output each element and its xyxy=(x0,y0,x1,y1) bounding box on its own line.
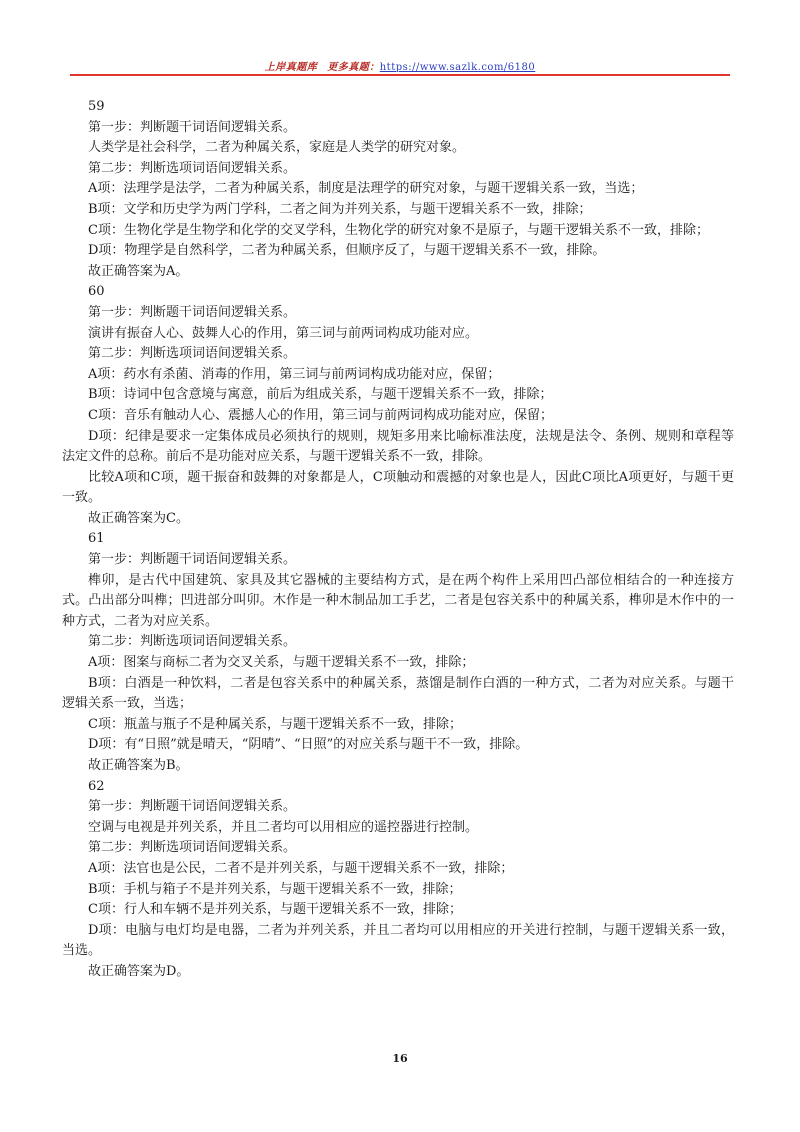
line: B项：诗词中包含意境与寓意，前后为组成关系，与题干逻辑关系不一致，排除； xyxy=(88,387,553,403)
line: A项：图案与商标二者为交叉关系，与题干逻辑关系不一致，排除； xyxy=(88,655,475,671)
line: 人类学是社会科学，二者为种属关系，家庭是人类学的研究对象。 xyxy=(88,140,466,156)
line: C项：音乐有触动人心、震撼人心的作用，第三词与前两词构成功能对应，保留； xyxy=(88,407,553,423)
line: 第一步：判断题干词语间逻辑关系。 xyxy=(88,304,297,320)
line: 60 xyxy=(88,284,105,300)
document-body xyxy=(62,97,734,983)
line: 故正确答案为D。 xyxy=(88,963,190,979)
line: 62 xyxy=(88,778,105,794)
line: 榫卯，是古代中国建筑、家具及其它器械的主要结构方式，是在两个构件上采用凹凸部位相结合的一种连接方式。凸出部分叫榫；凹进部分叫卯。木作是一种木制品加工手艺，二者是包容关系中的种属关系，榫卯是木作中的一种方式，二者为对应关系。 xyxy=(62,572,734,629)
header-rule xyxy=(70,74,730,76)
line: D项：纪律是要求一定集体成员必须执行的规则，规矩多用来比喻标准法度，法规是法令、条例、规则和章程等法定文件的总称。前后不是功能对应关系，与题干逻辑关系不一致，排除。 xyxy=(62,428,734,465)
line: 故正确答案为A。 xyxy=(88,263,189,279)
header-link[interactable]: https://www.sazlk.com/6180 xyxy=(379,62,536,73)
line: 比较A项和C项，题干振奋和鼓舞的对象都是人，C项触动和震撼的对象也是人，因此C项比A项更好，与题干更一致。 xyxy=(62,469,734,506)
line: 空调与电视是并列关系，并且二者均可以用相应的遥控器进行控制。 xyxy=(88,819,479,835)
header-brand: 上岸真题库 xyxy=(264,62,318,73)
line: 第一步：判断题干词语间逻辑关系。 xyxy=(88,799,297,815)
line: 第二步：判断选项词语间逻辑关系。 xyxy=(88,346,297,362)
line: 第二步：判断选项词语间逻辑关系。 xyxy=(88,634,297,650)
line: 59 xyxy=(88,99,105,114)
line: B项：白酒是一种饮料，二者是包容关系中的种属关系，蒸馏是制作白酒的一种方式，二者为对应关系。与题干逻辑关系一致，当选； xyxy=(62,675,734,712)
line: A项：法官也是公民，二者不是并列关系，与题干逻辑关系不一致，排除； xyxy=(88,860,514,876)
line: 第二步：判断选项词语间逻辑关系。 xyxy=(88,840,297,856)
line: C项：生物化学是生物学和化学的交叉学科，生物化学的研究对象不是原子，与题干逻辑关系不一致，排除； xyxy=(88,222,709,238)
line: 第二步：判断选项词语间逻辑关系。 xyxy=(88,160,297,176)
line: 61 xyxy=(88,531,105,547)
page-header xyxy=(0,58,800,73)
line: B项：手机与箱子不是并列关系，与题干逻辑关系不一致，排除； xyxy=(88,881,462,897)
line: A项：药水有杀菌、消毒的作用，第三词与前两词构成功能对应，保留； xyxy=(88,366,501,382)
line: C项：瓶盖与瓶子不是种属关系，与题干逻辑关系不一致，排除； xyxy=(88,716,462,732)
line: 第一步：判断题干词语间逻辑关系。 xyxy=(88,552,297,568)
line: D项：有“日照”就是晴天，“阴晴”、“日照”的对应关系与题干不一致，排除。 xyxy=(88,737,529,753)
line: D项：物理学是自然科学，二者为种属关系，但顺序反了，与题干逻辑关系不一致，排除。 xyxy=(88,243,606,259)
page-number: 16 xyxy=(392,1052,408,1065)
line: 故正确答案为B。 xyxy=(88,758,189,773)
line: B项：文学和历史学为两门学科，二者之间为并列关系，与题干逻辑关系不一致，排除； xyxy=(88,201,592,217)
line: C项：行人和车辆不是并列关系，与题干逻辑关系不一致，排除； xyxy=(88,902,462,918)
line: 第一步：判断题干词语间逻辑关系。 xyxy=(88,119,297,135)
header-prefix: 更多真题： xyxy=(327,62,380,73)
line: D项：电脑与电灯均是电器，二者为并列关系，并且二者均可以用相应的开关进行控制，与题干逻辑关系一致，当选。 xyxy=(62,922,734,959)
line: A项：法理学是法学，二者为种属关系，制度是法理学的研究对象，与题干逻辑关系一致，当选； xyxy=(88,181,644,197)
line: 演讲有振奋人心、鼓舞人心的作用，第三词与前两词构成功能对应。 xyxy=(88,325,479,341)
line: 故正确答案为C。 xyxy=(88,510,189,526)
